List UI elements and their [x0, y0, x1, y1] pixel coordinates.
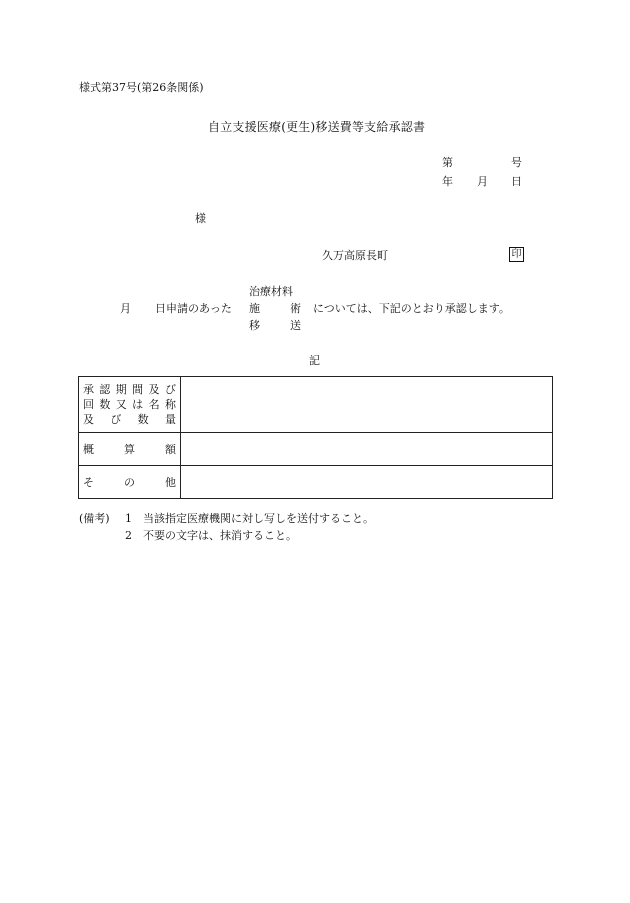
- label-char: 概: [83, 442, 94, 456]
- note-number: 2: [125, 529, 132, 542]
- label-char: 算: [124, 442, 135, 456]
- option-procedure-char1: 施: [249, 302, 260, 315]
- label-char: 名: [148, 398, 160, 411]
- approval-period-value[interactable]: [181, 377, 553, 433]
- label-char: 期: [115, 383, 127, 396]
- label-char: そ: [83, 475, 94, 489]
- label-char: び: [110, 413, 122, 426]
- option-transport-char1: 移: [249, 319, 260, 332]
- option-procedure-char2: 術: [290, 302, 301, 315]
- label-char: 称: [164, 398, 176, 411]
- label-char: 及: [148, 383, 160, 396]
- label-char: は: [132, 398, 144, 411]
- option-treatment-materials: 治療材料: [249, 285, 293, 298]
- form-number: 様式第37号(第26条関係): [79, 81, 204, 94]
- label-char: 数: [99, 398, 111, 411]
- approval-details-table: [78, 376, 553, 499]
- label-char: 額: [165, 442, 176, 456]
- ki-heading: 記: [309, 354, 320, 367]
- date-day-label: 日: [511, 175, 522, 188]
- label-char: 量: [164, 413, 176, 426]
- table-row: [79, 377, 553, 433]
- estimated-amount-label: [79, 433, 181, 466]
- label-char: び: [164, 383, 176, 396]
- label-char: 認: [99, 383, 111, 396]
- label-char: 及: [83, 413, 94, 426]
- document-number-suffix: 号: [511, 156, 522, 169]
- other-label: [79, 466, 181, 499]
- note-text: 当該指定医療機関に対し写しを送付すること。: [143, 512, 374, 525]
- note-number: 1: [125, 512, 132, 525]
- approval-period-label: [79, 377, 181, 433]
- label-char: 又: [115, 398, 127, 411]
- note-text: 不要の文字は、抹消すること。: [143, 529, 297, 542]
- label-char: 承: [83, 383, 94, 396]
- label-char: 他: [165, 475, 176, 489]
- date-year-label: 年: [442, 175, 453, 188]
- other-value[interactable]: [181, 466, 553, 499]
- approval-statement: については、下記のとおり承認します。: [313, 302, 510, 315]
- label-char: 回: [83, 398, 94, 411]
- application-month-label: 月: [120, 302, 131, 315]
- option-transport-char2: 送: [290, 319, 301, 332]
- recipient-honorific: 様: [195, 212, 206, 225]
- seal-mark: 印: [509, 247, 524, 262]
- estimated-amount-value[interactable]: [181, 433, 553, 466]
- application-day-text: 日申請のあった: [155, 302, 232, 315]
- label-line: [83, 382, 176, 397]
- label-line: [83, 412, 176, 427]
- table-row: [79, 433, 553, 466]
- label-char: 間: [132, 383, 144, 396]
- issuer-name: 久万高原長町: [322, 249, 388, 262]
- label-line: [83, 397, 176, 412]
- label-line: [83, 475, 176, 490]
- document-number-prefix: 第: [442, 156, 453, 169]
- notes-heading: (備考): [79, 512, 110, 525]
- label-char: の: [124, 475, 135, 489]
- label-char: 数: [137, 413, 149, 426]
- date-month-label: 月: [477, 175, 488, 188]
- label-line: [83, 442, 176, 457]
- document-title: 自立支援医療(更生)移送費等支給承認書: [208, 120, 426, 134]
- table-row: [79, 466, 553, 499]
